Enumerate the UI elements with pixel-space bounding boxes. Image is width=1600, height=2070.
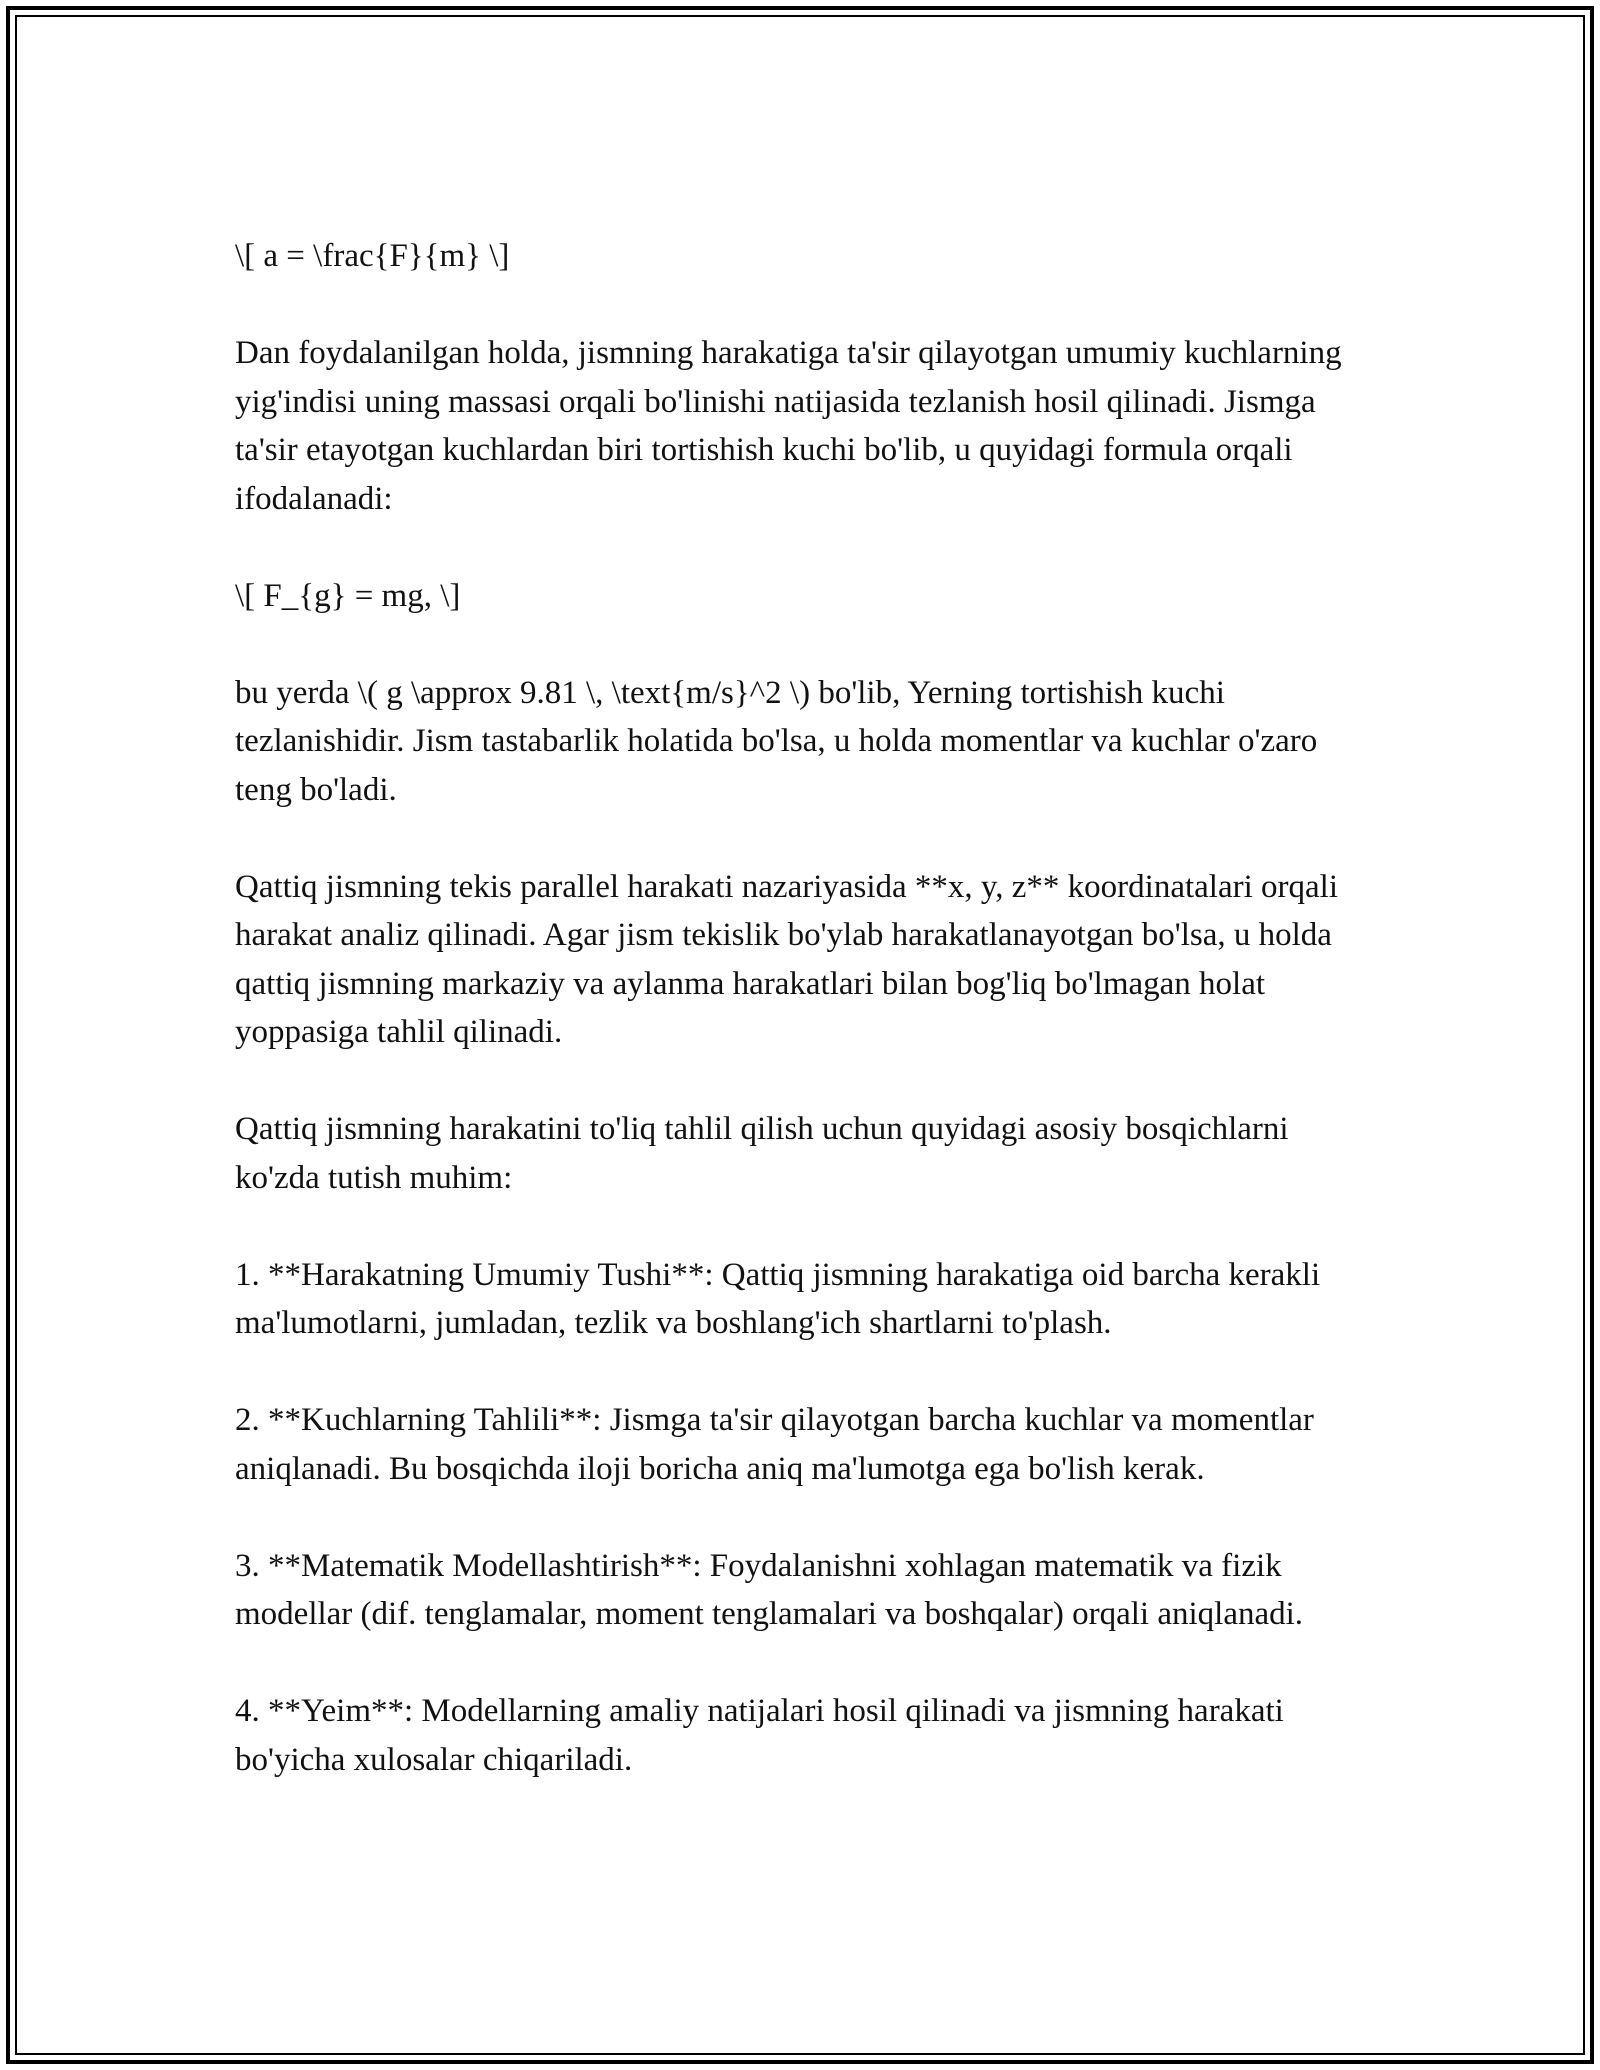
paragraph-force-intro: Dan foydalanilgan holda, jismning harakatiga ta'sir qilayotgan umumiy kuchlarning yig'indisi uning massasi orqali bo'linishi natijasida tezlanish hosil qilinadi. Jismga ta'sir etayotgan kuchlardan biri tortishish kuchi bo'lib, u quyidagi formula orqali ifodalanadi:: [235, 335, 1342, 517]
paragraph-analysis-steps-intro: Qattiq jismning harakatini to'liq tahlil qilish uchun quyidagi asosiy bosqichlarni ko'zda tutish muhim:: [235, 1111, 1289, 1196]
list-item-step-3: 3. **Matematik Modellashtirish**: Foydalanishni xohlagan matematik va fizik modellar (dif. tenglamalar, moment tenglamalari va boshqalar) orqali aniqlanadi.: [235, 1547, 1304, 1632]
formula-gravity: \[ F_{g} = mg, \]: [235, 577, 461, 614]
formula-acceleration: \[ a = \frac{F}{m} \]: [235, 238, 510, 274]
paragraph-plane-motion: Qattiq jismning tekis parallel harakati nazariyasida **x, y, z** koordinatalari orqali harakat analiz qilinadi. Agar jism tekislik bo'ylab harakatlanayotgan bo'lsa, u holda qattiq jismning markaziy va aylanma harakatlari bilan bog'liq bo'lmagan holat yoppasiga tahlil qilinadi.: [235, 868, 1339, 1050]
document-body: [235, 232, 1370, 1784]
list-item-step-1: 1. **Harakatning Umumiy Tushi**: Qattiq jismning harakatiga oid barcha kerakli ma'lumotlarni, jumladan, tezlik va boshlang'ich shartlarni to'plash.: [235, 1256, 1321, 1341]
list-item-step-2: 2. **Kuchlarning Tahlili**: Jismga ta'sir qilayotgan barcha kuchlar va momentlar aniqlanadi. Bu bosqichda iloji boricha aniq ma'lumotga ega bo'lish kerak.: [235, 1402, 1314, 1487]
paragraph-gravity-explanation: bu yerda \( g \approx 9.81 \, \text{m/s}^2 \) bo'lib, Yerning tortishish kuchi tezlanishidir. Jism tastabarlik holatida bo'lsa, u holda momentlar va kuchlar o'zaro teng bo'ladi.: [235, 674, 1318, 808]
list-item-step-4: 4. **Yeim**: Modellarning amaliy natijalari hosil qilinadi va jismning harakati bo'yicha xulosalar chiqariladi.: [235, 1693, 1284, 1778]
